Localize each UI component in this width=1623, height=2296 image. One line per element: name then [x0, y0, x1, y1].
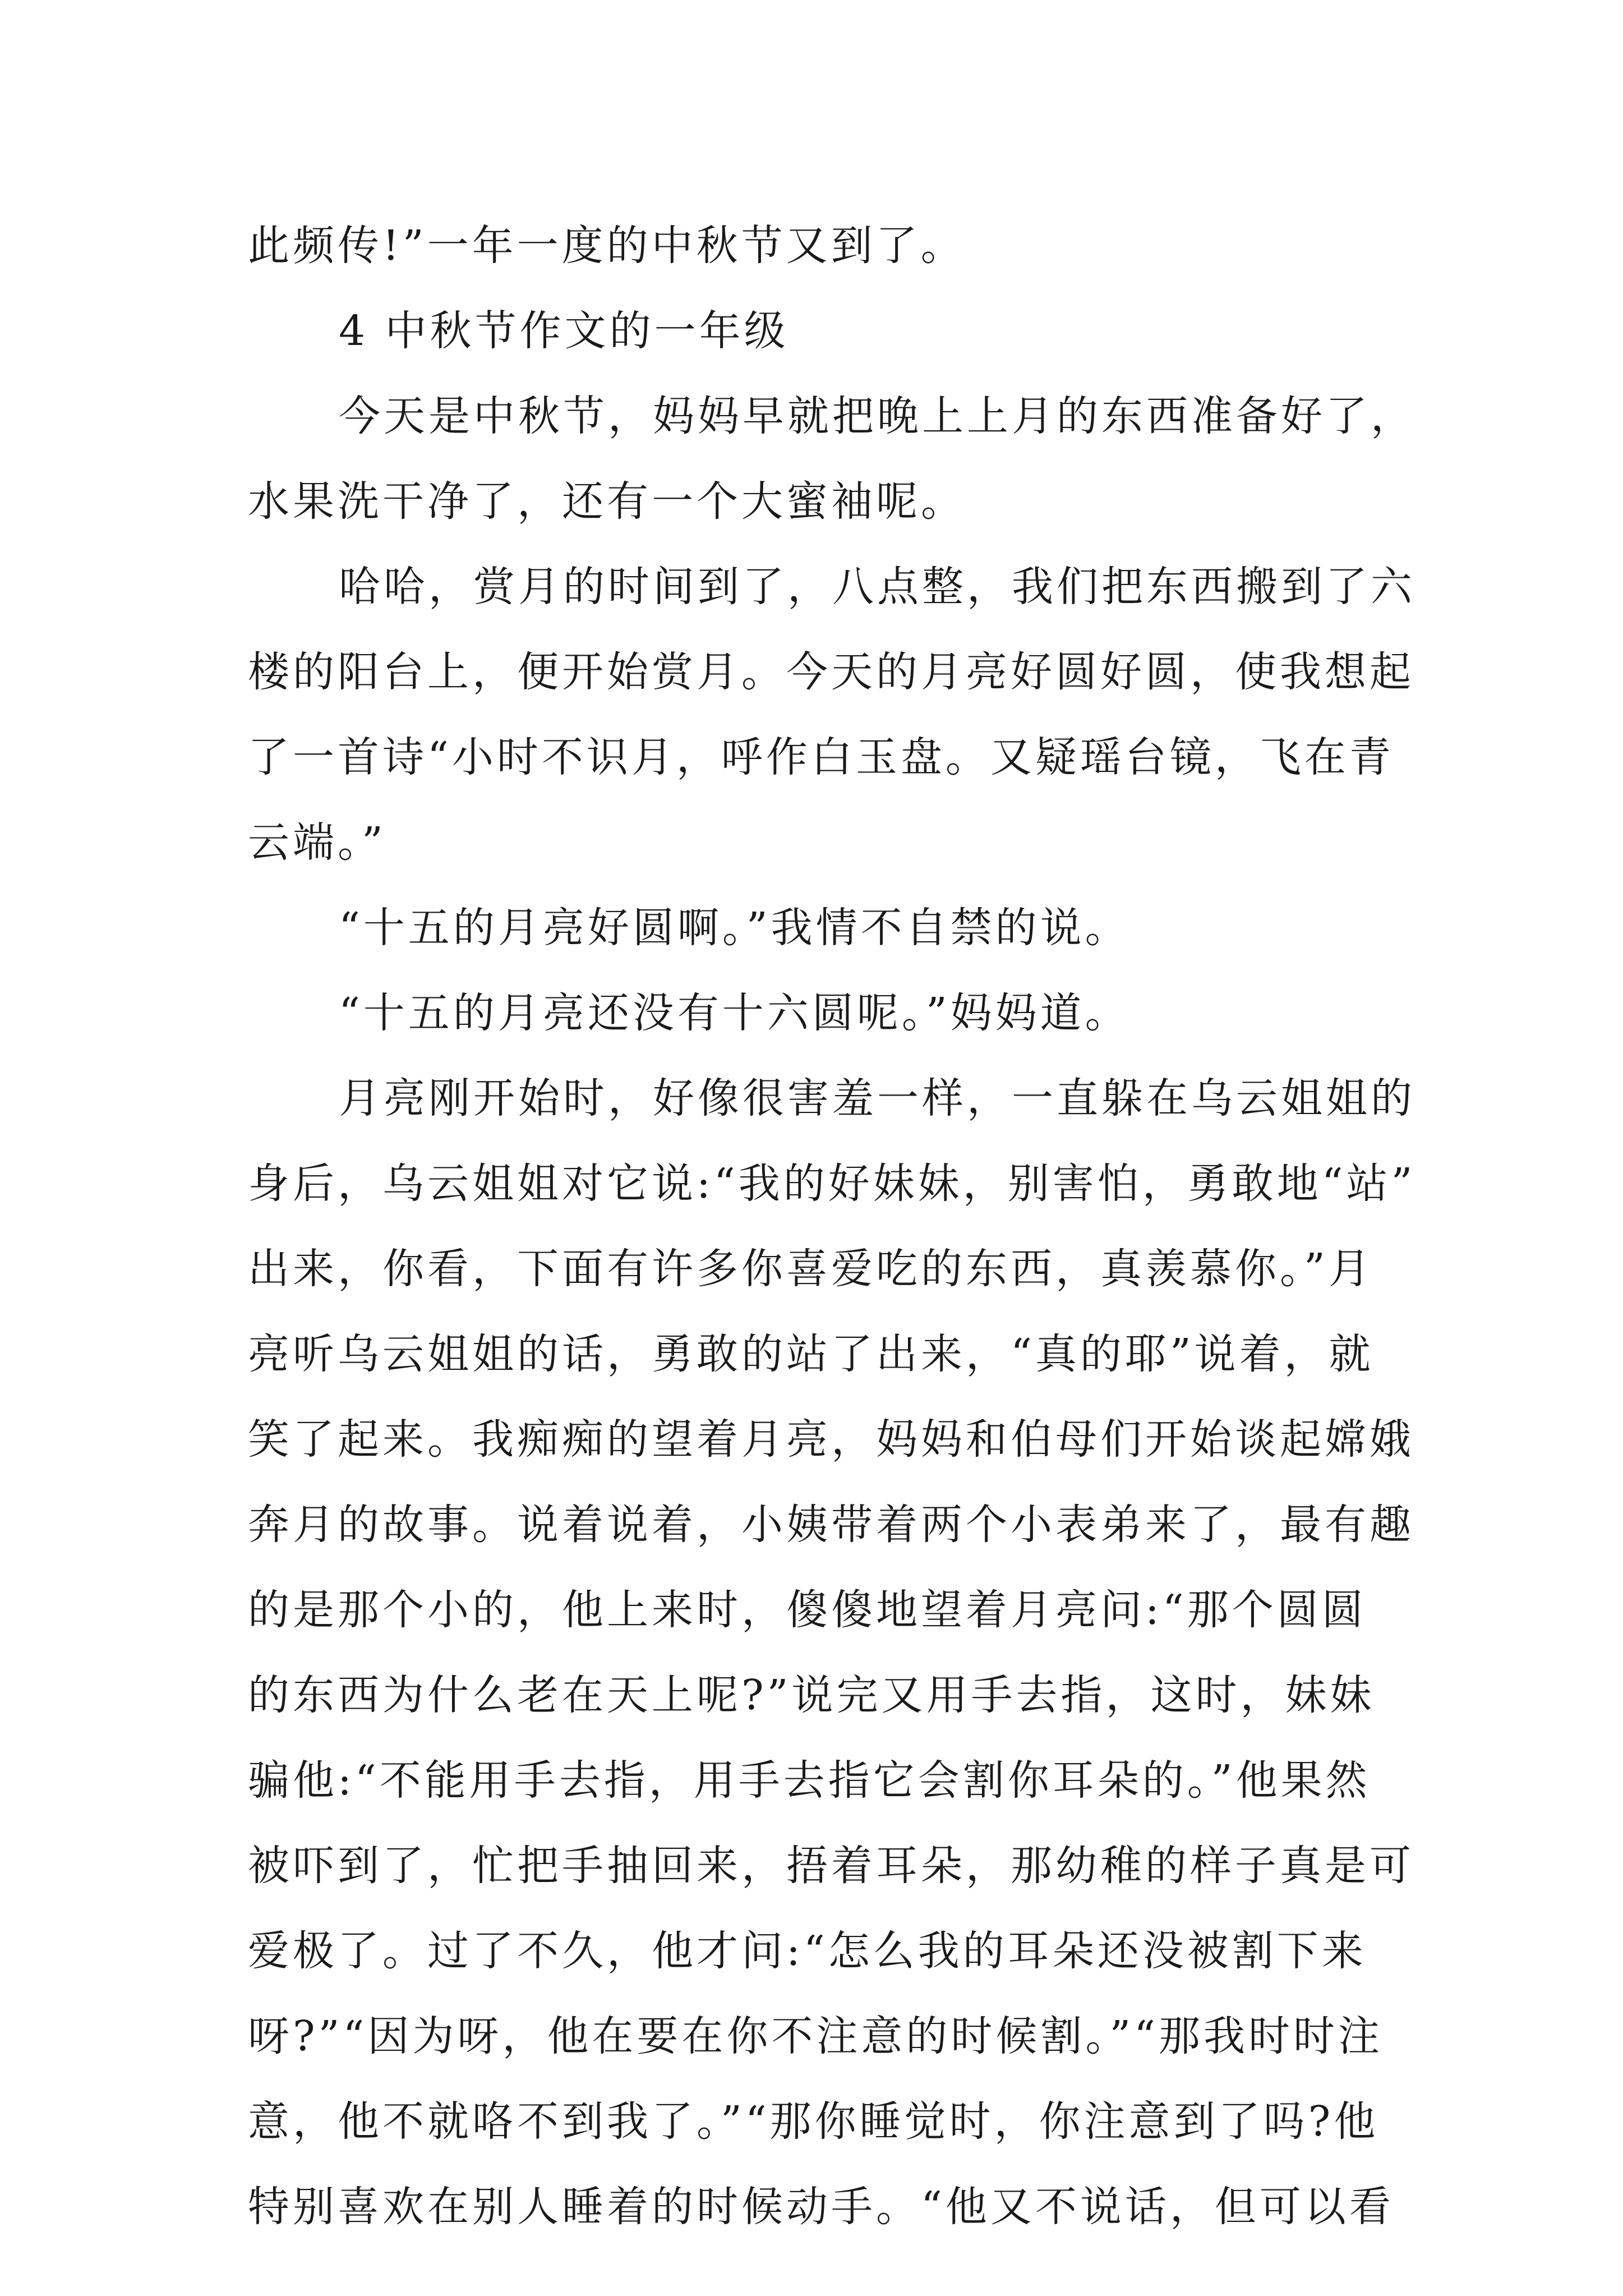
- text-line: 笑了起来。我痴痴的望着月亮，妈妈和伯母们开始谈起嫦娥: [248, 1415, 1414, 1464]
- text-line: 呀?”“因为呀，他在要在你不注意的时候割。”“那我时时注: [248, 2012, 1383, 2060]
- section-heading: 4 中秋节作文的一年级: [339, 307, 789, 355]
- text-line: 的是那个小的，他上来时，傻傻地望着月亮问:“那个圆圆: [248, 1586, 1367, 1634]
- text-line: 被吓到了，忙把手抽回来，捂着耳朵，那幼稚的样子真是可: [248, 1842, 1414, 1890]
- text-line: 楼的阳台上，便开始赏月。今天的月亮好圆好圆，使我想起: [248, 648, 1414, 696]
- text-line: 水果洗干净了，还有一个大蜜袖呢。: [248, 477, 966, 526]
- text-line: 哈哈，赏月的时间到了，八点整，我们把东西搬到了六: [339, 563, 1415, 611]
- text-line: 爱极了。过了不久，他才问:“怎么我的耳朵还没被割下来: [248, 1927, 1367, 1975]
- text-line: “十五的月亮还没有十六圆呢。”妈妈道。: [339, 989, 1130, 1037]
- text-line: “十五的月亮好圆啊。”我情不自禁的说。: [339, 904, 1130, 952]
- text-line: 身后，乌云姐姐对它说:“我的好妹妹，别害怕，勇敢地“站”: [248, 1159, 1416, 1208]
- text-line: 今天是中秋节，妈妈早就把晚上上月的东西准备好了，: [339, 392, 1415, 440]
- text-line: 奔月的故事。说着说着，小姨带着两个小表弟来了，最有趣: [248, 1501, 1414, 1549]
- text-line: 月亮刚开始时，好像很害羞一样，一直躲在乌云姐姐的: [339, 1074, 1415, 1122]
- text-line: 云端。”: [248, 818, 386, 867]
- text-line: 此频传!”一年一度的中秋节又到了。: [248, 222, 966, 270]
- text-line: 特别喜欢在别人睡着的时候动手。“他又不说话，但可以看: [248, 2183, 1394, 2231]
- text-line: 了一首诗“小时不识月，呼作白玉盘。又疑瑶台镜，飞在青: [248, 733, 1394, 781]
- text-line: 骗他:“不能用手去指，用手去指它会割你耳朵的。”他果然: [248, 1756, 1371, 1805]
- text-line: 的东西为什么老在天上呢?”说完又用手去指，这时，妹妹: [248, 1671, 1375, 1719]
- text-line: 出来，你看，下面有许多你喜爱吃的东西，真羡慕你。”月: [248, 1245, 1373, 1293]
- text-line: 亮听乌云姐姐的话，勇敢的站了出来，“真的耶”说着，就: [248, 1330, 1374, 1378]
- text-line: 意，他不就咯不到我了。”“那你睡觉时，你注意到了吗?他: [248, 2097, 1379, 2146]
